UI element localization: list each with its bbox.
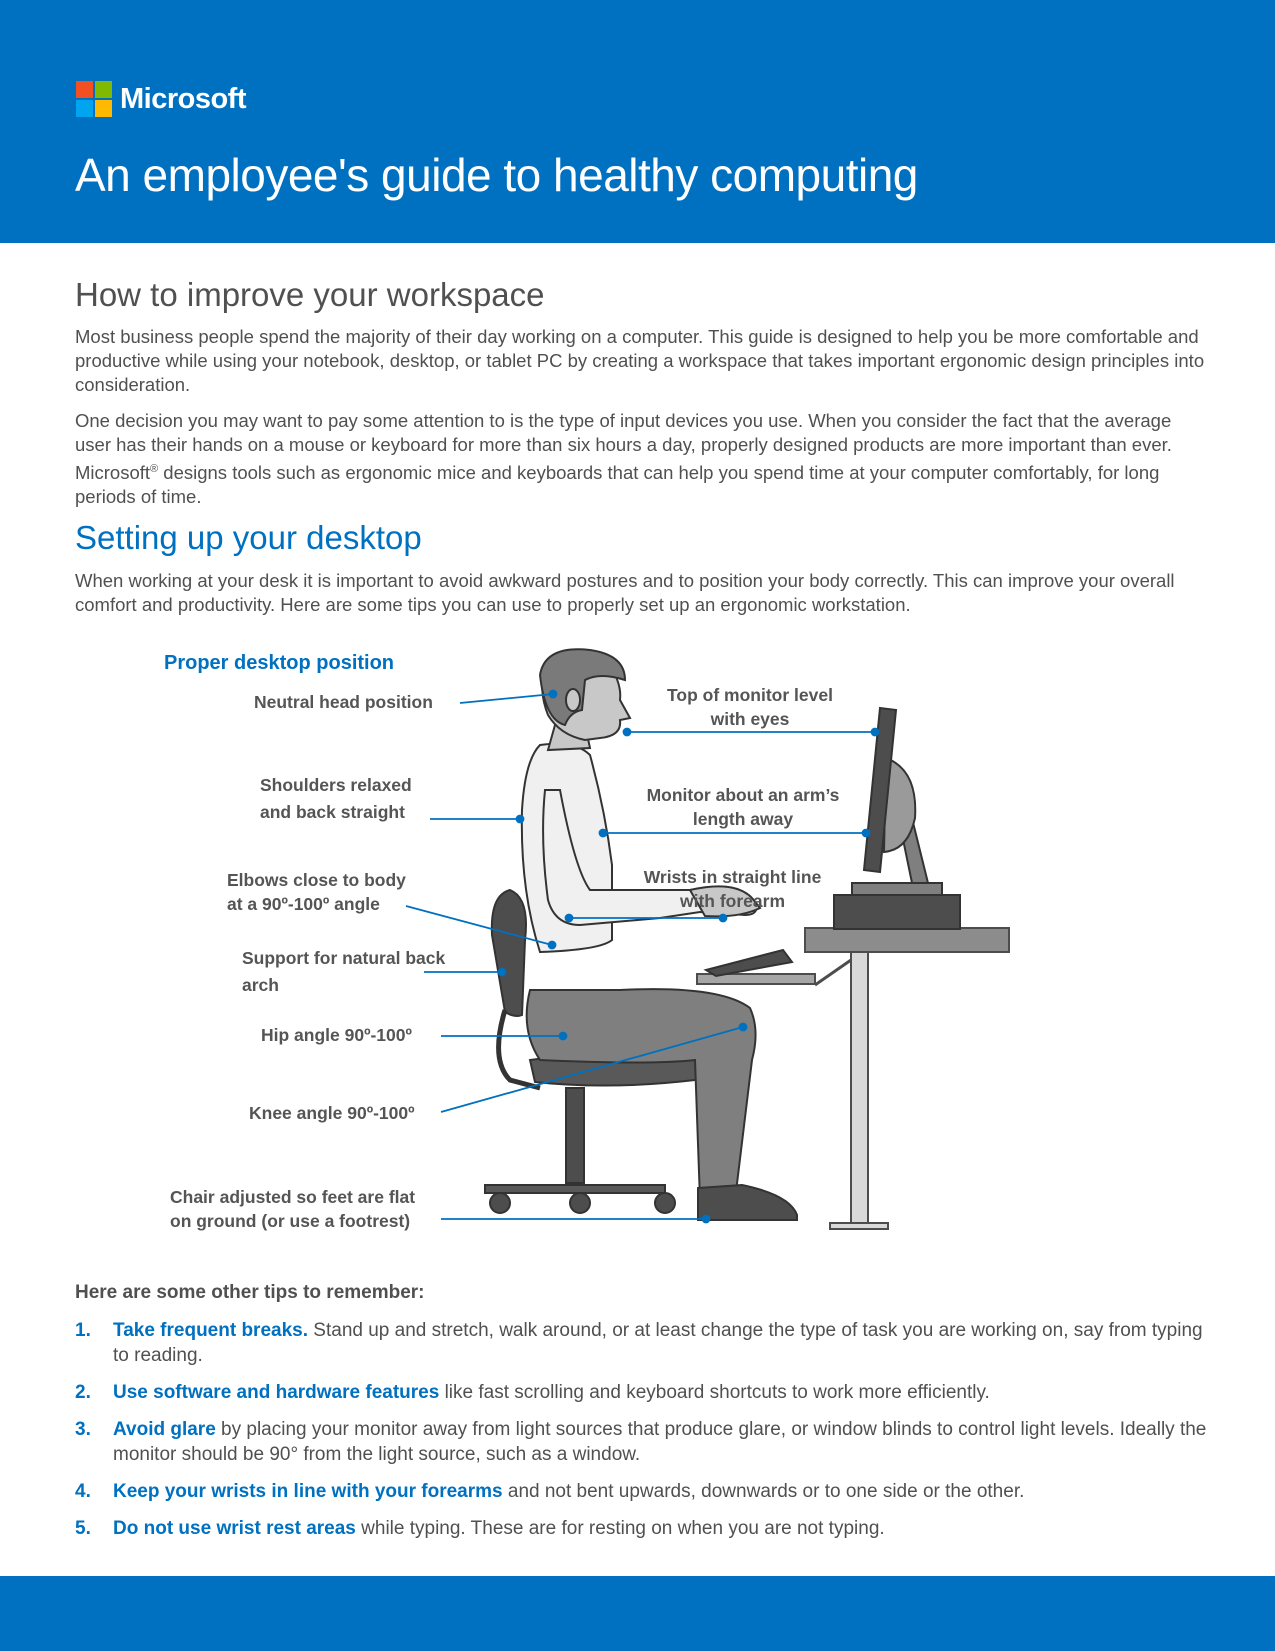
document-title: An employee's guide to healthy computing: [75, 149, 918, 201]
microsoft-logo: [76, 81, 246, 117]
label-elbows: Elbows close to body at a 90º-100º angle: [227, 870, 406, 914]
label-monitor-level: Top of monitor level with eyes: [667, 685, 833, 729]
leader-lines: [406, 691, 879, 1223]
keyboard-illustration: [706, 950, 792, 976]
microsoft-logo-icon: [76, 81, 112, 117]
label-neutral-head: Neutral head position: [254, 692, 433, 712]
label-back-support: Support for natural back arch: [242, 948, 446, 995]
label-hip-angle: Hip angle 90º-100º: [261, 1025, 412, 1045]
brand-name: Microsoft: [120, 82, 246, 115]
workspace-paragraph-2: One decision you may want to pay some attention to is the type of input devices you use. When you consider the fact that the average user has their hands on a mouse or keyboard for more than six hours a day, properly designed products are more important than ever. Microsoft® designs tools such as ergonomic mice and keyboards that can help you spend time at your computer comfortably, for long periods of time.: [75, 410, 1172, 508]
footer-banner: [0, 1576, 1275, 1651]
tips-list: [75, 1318, 1215, 1553]
registered-mark: ®: [150, 463, 159, 475]
list-item: 1. Take frequent breaks. Stand up and stretch, walk around, or at least change the type of task you are working on, say from typing to reading.: [75, 1320, 1203, 1366]
label-shoulders: Shoulders relaxed and back straight: [260, 775, 412, 822]
tips-heading: Here are some other tips to remember:: [75, 1282, 425, 1303]
list-item: 3. Avoid glare by placing your monitor away from light sources that produce glare, or window blinds to control light levels. Ideally the monitor should be 90° from the light source, such as a window.: [75, 1419, 1207, 1465]
list-item: 5. Do not use wrist rest areas while typing. These are for resting on when you are not typing.: [75, 1518, 885, 1539]
label-monitor-distance: Monitor about an arm’s length away: [646, 785, 840, 829]
workspace-paragraph-1: Most business people spend the majority of their day working on a computer. This guide is designed to help you be more comfortable and productive while using your notebook, desktop, or tablet PC by creating a workspace that takes important ergonomic design principles into consideration.: [75, 326, 1205, 395]
desktop-paragraph: When working at your desk it is important to avoid awkward postures and to position your body correctly. This can improve your overall comfort and productivity. Here are some tips you can use to properly set up an ergonomic workstation.: [75, 570, 1175, 615]
workstation-illustration: [0, 640, 1275, 1260]
workspace-heading: How to improve your workspace: [75, 276, 545, 313]
desktop-heading: Setting up your desktop: [75, 519, 422, 556]
label-feet-flat: Chair adjusted so feet are flat on ground (or use a footrest): [170, 1187, 416, 1231]
label-knee-angle: Knee angle 90º-100º: [249, 1103, 415, 1123]
header-banner: [0, 0, 1275, 243]
label-wrists: Wrists in straight line with forearm: [643, 867, 822, 911]
list-item: 2. Use software and hardware features like fast scrolling and keyboard shortcuts to work more efficiently.: [75, 1382, 990, 1403]
person-illustration: [522, 649, 797, 1220]
posture-diagram: [0, 640, 1275, 1260]
diagram-title: Proper desktop position: [164, 652, 395, 674]
list-item: 4. Keep your wrists in line with your forearms and not bent upwards, downwards or to one side or the other.: [75, 1481, 1025, 1502]
